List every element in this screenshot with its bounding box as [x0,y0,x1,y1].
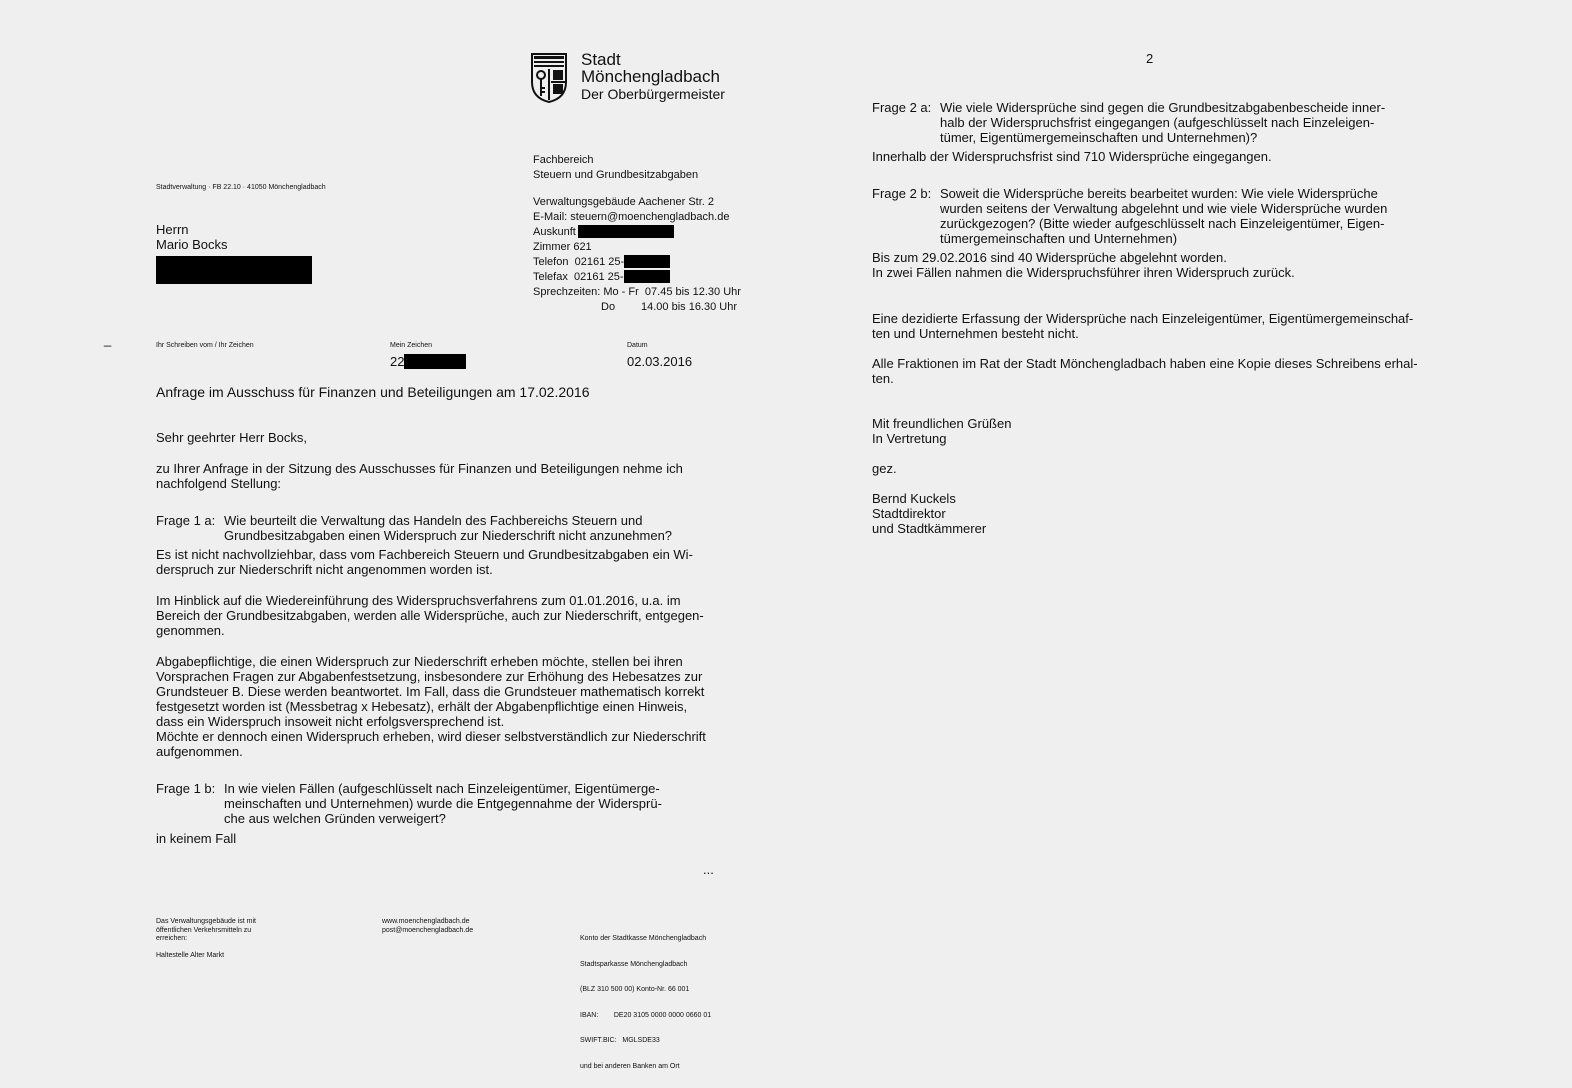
question-line: meinschaften und Unternehmen) wurde die Entgegennahme der Widersprü- [224,796,662,811]
answer-line: aufgenommen. [156,744,243,759]
question-2b [872,186,1387,246]
answer-line: dass ein Widerspruch insoweit nicht erfolgsversprechend ist. [156,714,505,729]
question-line: zurückgezogen? (Bitte wieder aufgeschlüsselt nach Einzeleigentümer, Eigen- [940,216,1385,231]
hours2-time: 14.00 bis 16.30 Uhr [641,301,738,313]
footer-line: und bei anderen Banken am Ort [580,1062,680,1070]
question-2a-label: Frage 2 a: [872,100,932,115]
hours-label: Sprechzeiten: [533,286,601,298]
question-1a-label: Frage 1 a: [156,513,216,528]
note-line: Eine dezidierte Erfassung der Widersprüche nach Einzeleigentümer, Eigentümergemeinschaf- [872,311,1414,326]
gez-mark: gez. [872,461,897,476]
date-label: Datum [627,342,648,349]
page-number: 2 [1146,51,1154,66]
office-hours-1 [533,285,741,300]
answer-line: Vorsprachen Fragen zur Abgabenfestsetzung, insbesondere zur Erhöhung des Hebesatzes zur [156,669,703,684]
redacted-address [156,256,312,284]
intro-paragraph [156,461,683,491]
answer-line: Möchte er dennoch einen Widerspruch erheben, wird dieser selbstverständlich zur Niederschrift [156,729,706,744]
answer-line: Grundsteuer B. Diese werden beantwortet. Im Fall, dass die Grundsteuer mathematisch korrekt [156,684,705,699]
footer-website-link[interactable]: www.moenchengladbach.de [382,918,470,925]
answer-line: festgesetzt worden ist (Messbetrag x Hebesatz), erhält der Abgabenpflichtige einen Hinweis, [156,699,688,714]
logo-line-stadt: Stadt [581,50,621,69]
letter-page-1 [0,0,790,1070]
office-hours-2 [533,300,741,315]
fax-label: Telefax [533,271,568,283]
answer-line: Im Hinblick auf die Wiedereinführung des Widerspruchsverfahrens zum 01.01.2016, u.a. im [156,593,681,608]
letter-page-2 [790,0,1572,1014]
footer-email-link[interactable]: post@moenchengladbach.de [382,926,474,934]
question-line: halb der Widerspruchsfrist eingegangen (aufgeschlüsselt nach Einzeleigen- [940,115,1375,130]
fax-value: 02161 25- [573,271,624,283]
department-label: Fachbereich [533,154,594,166]
redacted-reference [404,354,466,369]
sender-address-line: Stadtverwaltung · FB 22.10 · 41050 Mönchengladbach [156,184,326,191]
question-2b-text [940,186,1387,246]
question-line: tümergemeinschaften und Unternehmen) [940,231,1178,246]
footer-line: erreichen: [156,935,188,942]
department-fax [533,270,741,285]
date-value: 02.03.2016 [627,354,693,369]
footer-line: IBAN: DE20 3105 0000 0000 0660 01 [580,1011,712,1019]
note-line: Alle Fraktionen im Rat der Stadt Mönchengladbach haben eine Kopie dieses Schreibens erhal- [872,356,1418,371]
footer-line: (BLZ 310 500 00) Konto-Nr. 66 001 [580,986,690,993]
answer-1a-paragraph-3 [156,654,706,759]
department-email: E-Mail: steuern@moenchengladbach.de [533,211,730,223]
closing-line: In Vertretung [872,431,947,446]
question-1b [156,781,662,826]
my-reference-label: Mein Zeichen [390,342,433,349]
footer-line: SWIFT.BIC: MGLSDE33 [580,1037,660,1044]
redacted-phone [624,255,670,268]
question-2a [872,100,1385,145]
question-line: che aus welchen Gründen verweigert? [224,811,446,826]
question-1b-text [224,781,662,826]
question-2b-label: Frage 2 b: [872,186,932,201]
signature-block [872,491,986,536]
fold-mark: _ [104,332,112,347]
answer-line: derspruch zur Niederschrift nicht angenommen worden ist. [156,562,493,577]
answer-1a-paragraph-2 [156,593,704,638]
recipient-block [156,222,312,284]
question-1a-text [224,513,672,543]
footer-line [156,944,256,953]
your-reference-label: Ihr Schreiben vom / Ihr Zeichen [156,342,254,349]
question-line: Soweit die Widersprüche bereits bearbeitet wurden: Wie viele Widersprüche [940,186,1378,201]
hours1-days: Mo - Fr [603,286,639,298]
department-building: Verwaltungsgebäude Aachener Str. 2 [533,196,715,208]
question-line: tümer, Eigentümergemeinschaften und Unternehmen)? [940,130,1258,145]
note-line: ten und Unternehmen besteht nicht. [872,326,1079,341]
closing [872,416,1011,446]
redacted-contact [578,225,674,238]
answer-line: Bereich der Grundbesitzabgaben, werden alle Widersprüche, auch zur Niederschrift, entgegen- [156,608,704,623]
answer-1a-paragraph-1 [156,547,693,577]
department-name: Steuern und Grundbesitzabgaben [533,169,699,181]
answer-1b: in keinem Fall [156,831,237,846]
question-line: Grundbesitzabgaben einen Widerspruch zur Niederschrift nicht anzunehmen? [224,528,673,543]
city-crest-icon [530,52,568,109]
question-1b-label: Frage 1 b: [156,781,216,796]
question-2a-text [940,100,1385,145]
auskunft-label: Auskunft [533,226,576,238]
greeting: Sehr geehrter Herr Bocks, [156,430,308,445]
logo-line-city: Mönchengladbach [581,67,720,86]
footer-web [382,918,473,935]
department-auskunft [533,225,741,240]
answer-line: Es ist nicht nachvollziehbar, dass vom Fachbereich Steuern und Grundbesitzabgaben ein Wi- [156,547,693,562]
redacted-fax [624,270,670,283]
note-paragraph-2 [872,356,1418,386]
hours1-time: 07.45 bis 12.30 Uhr [644,286,741,298]
department-room: Zimmer 621 [533,241,592,253]
continuation-mark: ... [703,862,714,877]
answer-2b [872,250,1295,280]
footer-line: öffentlichen Verkehrsmitteln zu [156,926,252,934]
footer-line: Haltestelle Alter Markt [156,952,225,959]
note-paragraph-1 [872,311,1413,341]
phone-label: Telefon [533,256,569,268]
answer-line: genommen. [156,623,225,638]
recipient-name: Mario Bocks [156,237,228,252]
department-block [533,153,741,315]
answer-2a: Innerhalb der Widerspruchsfrist sind 710 Widersprüche eingegangen. [872,149,1272,164]
signatory-title: und Stadtkämmerer [872,521,987,536]
question-line: In wie vielen Fällen (aufgeschlüsselt nach Einzeleigentümer, Eigentümerge- [224,781,660,796]
question-line: wurden seitens der Verwaltung abgelehnt und wie viele Widersprüche wurden [940,201,1388,216]
closing-line: Mit freundlichen Grüßen [872,416,1012,431]
my-reference-number: 22 [390,354,405,369]
subject-line: Anfrage im Ausschuss für Finanzen und Beteiligungen am 17.02.2016 [156,384,590,400]
city-logo-text [581,51,725,103]
footer-bank [580,918,711,1088]
recipient-salutation: Herrn [156,222,189,237]
phone-value: 02161 25- [574,256,625,268]
signatory-name: Bernd Kuckels [872,491,956,506]
note-line: ten. [872,371,894,386]
answer-line: Bis zum 29.02.2016 sind 40 Widersprüche abgelehnt worden. [872,250,1227,265]
question-line: Wie beurteilt die Verwaltung das Handeln des Fachbereichs Steuern und [224,513,643,528]
question-1a [156,513,672,543]
intro-line: zu Ihrer Anfrage in der Sitzung des Ausschusses für Finanzen und Beteiligungen nehme ich [156,461,683,476]
hours2-days: Do [601,301,616,313]
footer-line: Konto der Stadtkasse Mönchengladbach [580,935,707,942]
logo-line-mayor: Der Oberbürgermeister [581,86,725,102]
footer-transit [156,918,256,961]
intro-line: nachfolgend Stellung: [156,476,282,491]
my-reference-value [390,354,466,369]
footer-line: Stadtsparkasse Mönchengladbach [580,960,688,968]
footer-line: Das Verwaltungsgebäude ist mit [156,918,256,925]
signatory-title: Stadtdirektor [872,506,946,521]
answer-line: Abgabepflichtige, die einen Widerspruch zur Niederschrift erheben möchte, stellen bei ihren [156,654,683,669]
answer-line: In zwei Fällen nahmen die Widerspruchsführer ihren Widerspruch zurück. [872,265,1295,280]
department-phone [533,255,741,270]
question-line: Wie viele Widersprüche sind gegen die Grundbesitzabgabenbescheide inner- [940,100,1386,115]
